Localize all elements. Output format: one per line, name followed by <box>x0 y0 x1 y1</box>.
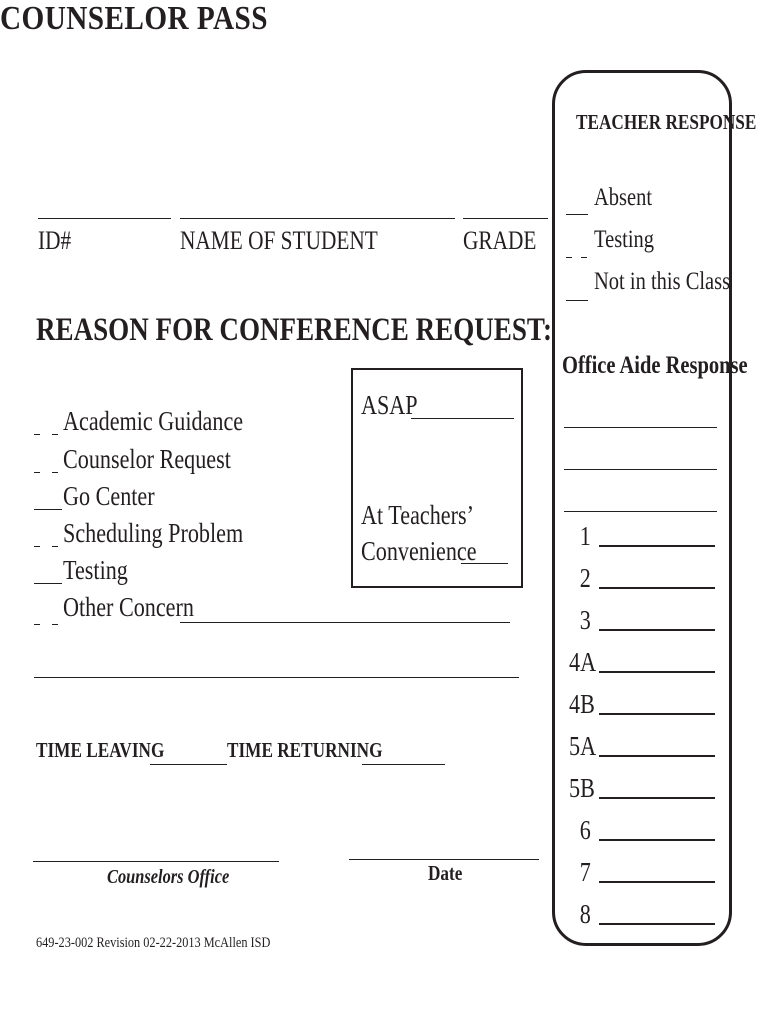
convenience-label-line1: At Teachers’ <box>361 500 474 530</box>
checkbox-blank[interactable] <box>34 472 40 473</box>
reason-item-label: Other Concern <box>63 592 194 622</box>
period-field[interactable] <box>599 923 715 925</box>
not-in-class-option-label: Not in this Class <box>594 268 731 295</box>
period-number: 5A <box>569 731 597 761</box>
time-returning-label: TIME RETURNING <box>227 738 383 762</box>
period-number: 1 <box>579 521 591 551</box>
reason-item-academic-guidance[interactable] <box>30 406 260 440</box>
period-row[interactable] <box>565 899 715 931</box>
period-number: 6 <box>579 815 591 845</box>
period-field[interactable] <box>599 629 715 631</box>
absent-checkbox[interactable] <box>566 214 588 215</box>
period-row[interactable] <box>565 815 715 847</box>
convenience-label-line2: Convenience <box>361 536 477 566</box>
period-field[interactable] <box>599 587 715 589</box>
testing-checkbox[interactable] <box>581 257 587 258</box>
other-concern-field[interactable] <box>180 622 510 623</box>
page-title: COUNSELOR PASS <box>0 0 268 37</box>
period-row[interactable] <box>565 773 715 805</box>
period-number: 8 <box>579 899 591 929</box>
period-row[interactable] <box>565 563 715 595</box>
reason-item-counselor-request[interactable] <box>30 444 260 478</box>
period-field[interactable] <box>599 797 715 799</box>
reason-item-label: Go Center <box>63 481 155 511</box>
checkbox-blank[interactable] <box>34 624 40 625</box>
urgency-box <box>351 368 523 588</box>
period-field[interactable] <box>599 881 715 883</box>
office-aide-line-3[interactable] <box>564 511 717 512</box>
period-field[interactable] <box>599 671 715 673</box>
period-row[interactable] <box>565 647 715 679</box>
date-label: Date <box>428 861 463 885</box>
period-row[interactable] <box>565 605 715 637</box>
checkbox-blank[interactable] <box>34 509 62 510</box>
reason-item-label: Academic Guidance <box>63 406 244 436</box>
checkbox-blank[interactable] <box>34 434 40 435</box>
counselors-office-signature-field[interactable] <box>33 861 279 862</box>
period-number: 4A <box>569 647 597 677</box>
testing-option-label: Testing <box>594 226 655 253</box>
form-number: 649-23-002 Revision 02-22-2013 McAllen ISD <box>36 935 271 951</box>
period-field[interactable] <box>599 755 715 757</box>
id-field[interactable] <box>38 218 171 219</box>
checkbox-blank[interactable] <box>34 546 40 547</box>
absent-option-label: Absent <box>594 184 653 211</box>
reason-heading: REASON FOR CONFERENCE REQUEST: <box>36 312 552 348</box>
checkbox-blank[interactable] <box>52 546 58 547</box>
time-leaving-field[interactable] <box>150 764 227 765</box>
asap-field[interactable] <box>411 418 514 419</box>
period-field[interactable] <box>599 545 715 547</box>
convenience-field[interactable] <box>461 563 508 564</box>
period-number: 2 <box>579 563 591 593</box>
period-number: 5B <box>569 773 595 803</box>
period-field[interactable] <box>599 713 715 715</box>
time-returning-field[interactable] <box>362 764 445 765</box>
period-field[interactable] <box>599 839 715 841</box>
reason-item-label: Counselor Request <box>63 444 231 474</box>
reason-item-scheduling-problem[interactable] <box>30 518 260 552</box>
period-row[interactable] <box>565 731 715 763</box>
grade-label: GRADE <box>463 226 537 255</box>
student-name-label: NAME OF STUDENT <box>180 226 378 255</box>
reason-item-label: Scheduling Problem <box>63 518 244 548</box>
period-number: 4B <box>569 689 595 719</box>
teacher-response-heading: TEACHER RESPONSE <box>576 110 757 134</box>
office-aide-line-1[interactable] <box>564 427 717 428</box>
period-number: 7 <box>579 857 591 887</box>
reason-item-label: Testing <box>63 555 128 585</box>
time-leaving-label: TIME LEAVING <box>36 738 165 762</box>
period-row[interactable] <box>565 689 715 721</box>
other-concern-continuation-field[interactable] <box>34 677 519 678</box>
date-field[interactable] <box>349 859 539 860</box>
reason-item-other-concern[interactable] <box>30 592 520 626</box>
checkbox-blank[interactable] <box>52 434 58 435</box>
asap-label: ASAP <box>361 390 418 420</box>
period-number: 3 <box>579 605 591 635</box>
checkbox-blank[interactable] <box>34 583 62 584</box>
id-label: ID# <box>38 226 72 255</box>
office-aide-heading: Office Aide Response <box>562 352 748 379</box>
testing-checkbox[interactable] <box>566 257 572 258</box>
grade-field[interactable] <box>463 218 548 219</box>
office-aide-line-2[interactable] <box>564 469 717 470</box>
reason-item-go-center[interactable] <box>30 481 260 515</box>
not-in-class-checkbox[interactable] <box>566 300 588 301</box>
checkbox-blank[interactable] <box>52 624 58 625</box>
checkbox-blank[interactable] <box>52 472 58 473</box>
period-row[interactable] <box>565 857 715 889</box>
student-name-field[interactable] <box>180 218 455 219</box>
counselors-office-label: Counselors Office <box>107 866 230 888</box>
period-row[interactable] <box>565 521 715 553</box>
reason-item-testing[interactable] <box>30 555 260 589</box>
